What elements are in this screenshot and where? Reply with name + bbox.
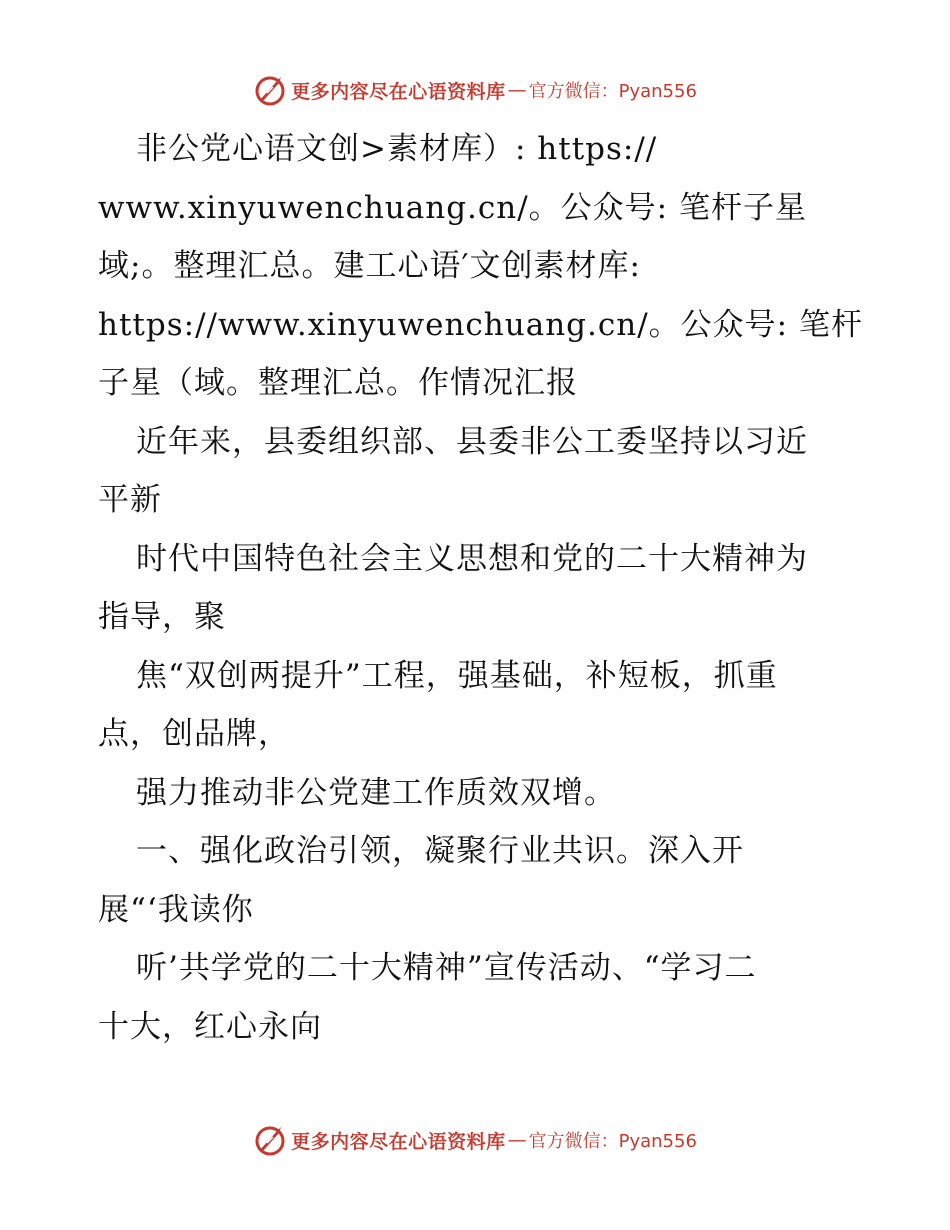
quill-logo-icon bbox=[253, 1123, 287, 1157]
header-watermark bbox=[0, 70, 950, 110]
text-line: 强力推动非公党建工作质效双增。 bbox=[136, 774, 616, 811]
text-line: 焦“双创两提升”工程，强基础，补短板，抓重 bbox=[136, 657, 778, 694]
text-line: 域;。整理汇总。建工心语′文创素材库: bbox=[98, 248, 641, 284]
watermark-text: 更多内容尽在心语资料库 bbox=[291, 1130, 506, 1153]
text-line: 点，创品牌， bbox=[98, 716, 290, 752]
text-line: 听’共学党的二十大精神”宣传活动、“学习二 bbox=[136, 950, 757, 986]
watermark-contact: 官方微信：Pyan556 bbox=[528, 81, 697, 102]
watermark-contact: 官方微信：Pyan556 bbox=[528, 1131, 697, 1152]
text-line: https://www.xinyuwenchuang.cn/。公众号: 笔杆 bbox=[98, 306, 863, 343]
text-line: 指导，聚 bbox=[98, 599, 226, 635]
footer-watermark bbox=[0, 1120, 950, 1160]
watermark-separator: — bbox=[507, 1129, 527, 1151]
text-line: 近年来，县委组织部、县委非公工委坚持以习近 bbox=[136, 423, 808, 460]
quill-logo-icon bbox=[253, 73, 287, 107]
text-line: 平新 bbox=[98, 482, 162, 518]
text-line: 非公党心语文创>素材库）: https:// bbox=[136, 131, 658, 167]
document-body bbox=[98, 120, 863, 1056]
text-line: 展“‘我读你 bbox=[98, 891, 254, 928]
text-line: 时代中国特色社会主义思想和党的二十大精神为 bbox=[136, 540, 808, 577]
watermark-separator: — bbox=[507, 79, 527, 101]
text-line: 一、强化政治引领，凝聚行业共识。深入开 bbox=[136, 833, 744, 869]
text-line: 十大，红心永向 bbox=[98, 1008, 322, 1045]
text-line: www.xinyuwenchuang.cn/。公众号: 笔杆子星 bbox=[98, 189, 807, 226]
watermark-text: 更多内容尽在心语资料库 bbox=[291, 80, 506, 103]
text-line: 子星（域。整理汇总。作情况汇报 bbox=[98, 365, 578, 401]
